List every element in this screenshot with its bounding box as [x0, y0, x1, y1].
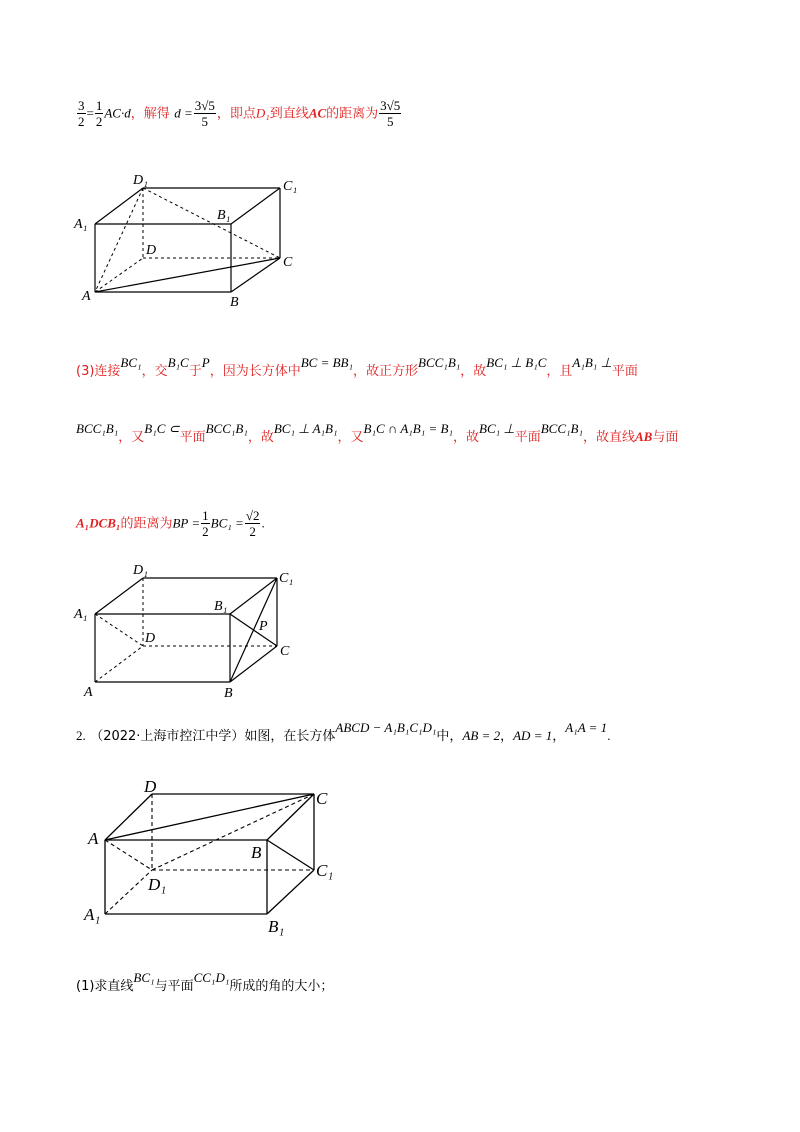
label-b1: B₁: [268, 917, 285, 936]
label-d: D: [144, 777, 157, 796]
label-a: A: [88, 829, 99, 848]
hidden-segment-d1-c: [152, 794, 314, 870]
edge-a1-d1: [95, 578, 143, 614]
hidden-segment-d1-c: [143, 188, 280, 258]
fraction-root2-2: $\frac{√2}{2}$: [245, 508, 260, 539]
question-2-part-1: (1)求直线BC₁与平面CC₁D₁所成的角的大小；: [76, 970, 334, 994]
label-b: B: [251, 843, 262, 862]
label-d1: D₁: [133, 173, 148, 188]
diagonal-b1-c: [230, 614, 277, 646]
fraction-1-2: $\frac{1}{2}$: [95, 98, 103, 129]
label-c: C: [316, 789, 328, 808]
hidden-edge-a-d: [95, 258, 143, 292]
label-b: B: [230, 295, 239, 310]
label-c: C: [283, 255, 293, 270]
hidden-edge-a-d: [95, 646, 143, 682]
hidden-segment-d1-a: [95, 188, 143, 292]
label-a: A: [84, 685, 93, 700]
edge-b1-c1: [230, 578, 277, 614]
figure-cuboid-2: [70, 560, 310, 705]
segment-b-c1: [267, 840, 314, 870]
solution-line-1: $\frac{3}{2}$ = $\frac{1}{2}$ AC·d，解得 d = $\frac{3√5}{5}$ ，即点D₁到直线AC的距离为 $\frac{3√5}{5}$: [78, 98, 401, 129]
label-c1: C₁: [279, 571, 294, 586]
part3-line-3: A₁DCB₁的距离为BP = $\frac{1}{2}$ BC₁ = $\frac{√2}{2}$ .: [76, 508, 265, 539]
label-b: B: [224, 686, 233, 701]
label-d: D: [145, 631, 156, 646]
part3-line-2: BCC₁B₁，又B₁C ⊂平面BCC₁B₁，故BC₁ ⊥ A₁B₁，又B₁C ∩ A₁B₁ = B₁，故BC₁ ⊥平面BCC₁B₁，故直线AB与面: [76, 421, 679, 445]
figure-cuboid-3: [80, 776, 360, 936]
fraction-1-2-bp: $\frac{1}{2}$: [202, 508, 209, 539]
label-d: D: [146, 243, 157, 258]
label-d1: D₁: [133, 563, 148, 578]
hidden-edge-a1-d1: [105, 870, 152, 914]
part3-line-1: (3)连接BC₁，交B₁C于P，因为长方体中BC = BB₁，故正方形BCC₁B₁，故BC₁ ⊥ B₁C，且A₁B₁ ⊥平面: [76, 355, 638, 379]
label-p: P: [259, 619, 268, 634]
fraction-result: $\frac{3√5}{5}$: [380, 98, 401, 129]
edge-b-c: [267, 794, 314, 840]
label-a: A: [82, 289, 91, 304]
edge-b-c: [230, 646, 277, 682]
hidden-segment-a-d1: [105, 840, 152, 870]
edge-a-d: [105, 794, 152, 840]
label-b1: B₁: [217, 208, 231, 223]
label-b1: B₁: [214, 599, 228, 614]
diagonal-a-c: [105, 794, 314, 840]
label-c1: C₁: [283, 179, 298, 194]
fraction-3-2: $\frac{3}{2}$: [78, 98, 85, 129]
label-d1: D₁: [148, 875, 167, 894]
label-a1: A₁: [74, 217, 88, 232]
fraction-3root5-5: $\frac{3√5}{5}$: [194, 98, 215, 129]
label-a1: A₁: [74, 607, 88, 622]
label-a1: A₁: [84, 905, 101, 924]
segment-a-c: [95, 258, 280, 292]
hidden-segment-a1-d: [95, 614, 143, 646]
edge-b1-c1: [231, 188, 280, 224]
label-c1: C₁: [316, 861, 334, 880]
edge-a1-d1: [95, 188, 143, 224]
edge-b1-c1: [267, 870, 314, 914]
question-2: 2. （2022·上海市控江中学）如图，在长方体ABCD − A₁B₁C₁D₁中，AB = 2，AD = 1，A₁A = 1.: [76, 720, 611, 744]
figure-cuboid-1: [70, 168, 310, 313]
label-c: C: [280, 644, 290, 659]
